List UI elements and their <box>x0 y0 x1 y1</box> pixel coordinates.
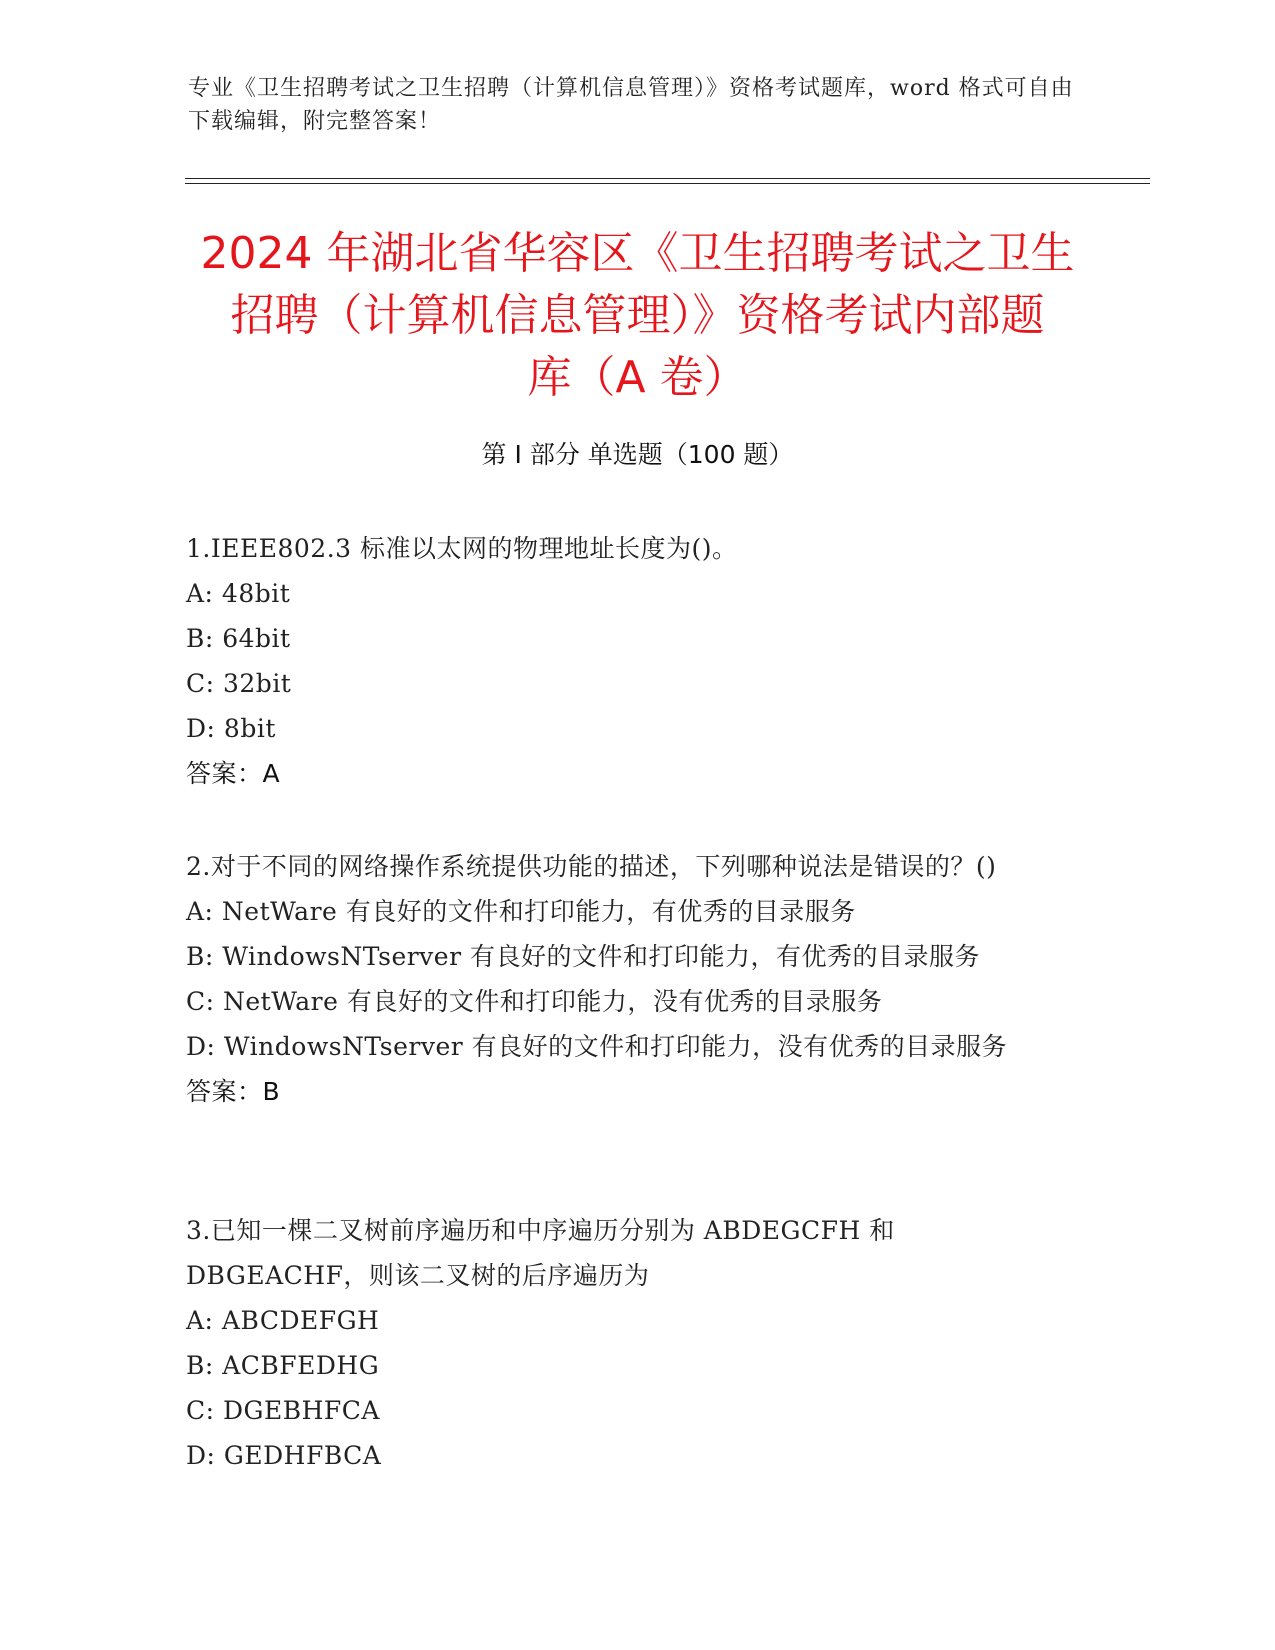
option-d: D: WindowsNTserver 有良好的文件和打印能力，没有优秀的目录服务 <box>186 1032 1008 1061</box>
option-b: B: 64bit <box>186 624 291 653</box>
option-b: B: WindowsNTserver 有良好的文件和打印能力，有优秀的目录服务 <box>186 942 981 971</box>
option-c: C: DGEBHFCA <box>186 1396 380 1425</box>
option-d: D: GEDHFBCA <box>186 1441 382 1470</box>
question-1 <box>186 526 1066 796</box>
option-a: A: NetWare 有良好的文件和打印能力，有优秀的目录服务 <box>186 897 856 926</box>
answer: 答案：A <box>186 759 281 788</box>
header-note: 专业《卫生招聘考试之卫生招聘（计算机信息管理）》资格考试题库，word 格式可自由下载编辑，附完整答案！ <box>188 76 1074 134</box>
answer: 答案：B <box>186 1077 281 1106</box>
option-a: A: 48bit <box>186 579 291 608</box>
header-rule-top <box>185 178 1150 179</box>
document-title-line: 2024 年湖北省华容区《卫生招聘考试之卫生 <box>200 228 1075 279</box>
header-rule-bottom <box>185 183 1150 184</box>
document-title-line: 招聘（计算机信息管理）》资格考试内部题 <box>230 290 1045 341</box>
question-3 <box>186 1208 1066 1478</box>
question-stem: 2.对于不同的网络操作系统提供功能的描述，下列哪种说法是错误的？() <box>186 852 997 881</box>
option-d: D: 8bit <box>186 714 276 743</box>
option-c: C: NetWare 有良好的文件和打印能力，没有优秀的目录服务 <box>186 987 883 1016</box>
question-stem: 1.IEEE802.3 标准以太网的物理地址长度为()。 <box>186 534 738 563</box>
document-title <box>150 223 1125 409</box>
section-title: 第 I 部分 单选题（100 题） <box>481 440 794 469</box>
question-2 <box>186 844 1066 1114</box>
option-c: C: 32bit <box>186 669 292 698</box>
question-stem: 3.已知一棵二叉树前序遍历和中序遍历分别为 ABDEGCFH 和 DBGEACHF，则该二叉树的后序遍历为 <box>186 1216 895 1290</box>
option-a: A: ABCDEFGH <box>186 1306 380 1335</box>
document-title-line: 库（A 卷） <box>527 352 748 403</box>
option-b: B: ACBFEDHG <box>186 1351 380 1380</box>
